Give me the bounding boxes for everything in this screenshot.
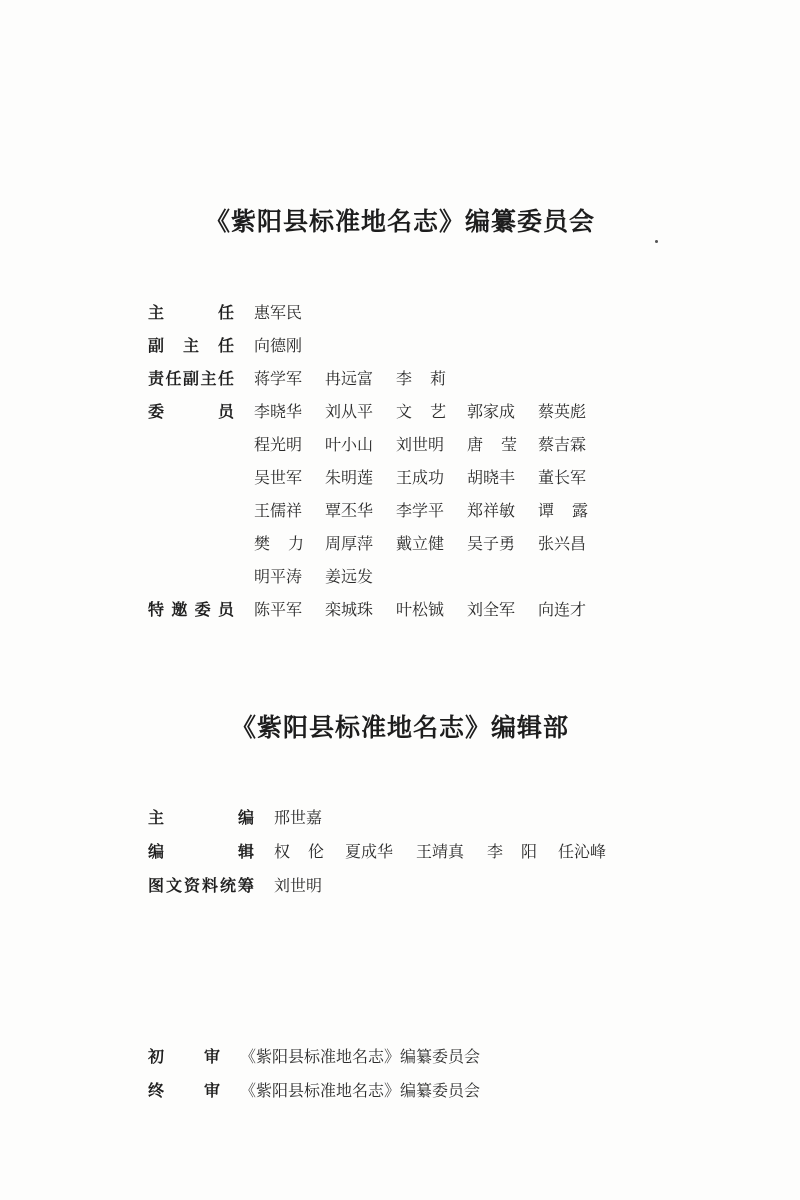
person-name: 任 沁 峰	[558, 842, 607, 861]
editorial-names	[274, 835, 629, 869]
person-name: 向 连 才	[538, 600, 587, 619]
person-name: 夏 成 华	[345, 842, 394, 861]
committee-row	[148, 296, 609, 329]
person-name: 栾 城 珠	[325, 600, 374, 619]
person-name: 惠 军 民	[254, 303, 303, 322]
person-name: 吴 子 勇	[467, 534, 516, 553]
editorial-title: 《紫阳县标准地名志》编辑部	[230, 713, 569, 742]
person-name: 樊 力	[254, 534, 304, 553]
person-name: 刘 世 明	[274, 876, 323, 895]
person-name: 董 长 军	[538, 468, 587, 487]
person-name: 蒋 学 军	[254, 369, 303, 388]
person-name: 明 平 涛	[254, 567, 303, 586]
person-name: 陈 平 军	[254, 600, 303, 619]
person-name: 王 成 功	[396, 468, 445, 487]
review-value: 《紫阳县标准地名志》编纂委员会	[240, 1047, 481, 1066]
person-name: 冉 远 富	[325, 369, 374, 388]
review-row	[148, 1040, 480, 1074]
person-name: 叶 松 铖	[396, 600, 445, 619]
editorial-role-label: 主 编	[148, 808, 254, 827]
person-name: 叶 小 山	[325, 435, 374, 454]
person-name: 蔡 英 彪	[538, 402, 587, 421]
editorial-row	[148, 801, 629, 835]
person-name: 唐 莹	[467, 435, 517, 454]
person-name: 刘 全 军	[467, 600, 516, 619]
person-name: 李 阳	[487, 842, 537, 861]
person-name: 李 莉	[396, 369, 446, 388]
committee-role-label: 副 主 任	[148, 336, 234, 355]
person-name: 李 学 平	[396, 501, 445, 520]
committee-names	[254, 329, 609, 362]
person-name: 刘 世 明	[396, 435, 445, 454]
review-row	[148, 1074, 480, 1108]
editorial-row	[148, 835, 629, 869]
committee-role-label: 委 员	[148, 402, 234, 421]
committee-names	[254, 362, 609, 395]
committee-role-label: 特 邀 委 员	[148, 600, 234, 619]
person-name: 覃 丕 华	[325, 501, 374, 520]
editorial-names	[274, 801, 629, 835]
committee-list	[148, 296, 609, 626]
person-name: 郑 祥 敏	[467, 501, 516, 520]
editorial-list	[148, 801, 629, 903]
review-list	[148, 1040, 480, 1108]
committee-names	[254, 593, 609, 626]
editorial-row	[148, 869, 629, 903]
committee-role-label: 责 任 副 主 任	[148, 369, 234, 388]
person-name: 姜 远 发	[325, 567, 374, 586]
person-name: 郭 家 成	[467, 402, 516, 421]
review-role-label: 初 审	[148, 1047, 220, 1066]
person-name: 戴 立 健	[396, 534, 445, 553]
person-name: 谭 露	[538, 501, 588, 520]
person-name: 王 靖 真	[416, 842, 465, 861]
person-name: 朱 明 莲	[325, 468, 374, 487]
person-name: 程 光 明	[254, 435, 303, 454]
person-name: 张 兴 昌	[538, 534, 587, 553]
editorial-role-label: 编 辑	[148, 842, 254, 861]
person-name: 权 伦	[274, 842, 324, 861]
review-value: 《紫阳县标准地名志》编纂委员会	[240, 1081, 481, 1100]
committee-title: 《紫阳县标准地名志》编纂委员会	[204, 207, 595, 236]
editorial-names	[274, 869, 629, 903]
person-name: 李 晓 华	[254, 402, 303, 421]
person-name: 胡 晓 丰	[467, 468, 516, 487]
committee-role-label: 主 任	[148, 303, 234, 322]
review-role-label: 终 审	[148, 1081, 220, 1100]
person-name: 王 儒 祥	[254, 501, 303, 520]
committee-names	[254, 395, 609, 593]
committee-names	[254, 296, 609, 329]
committee-row	[148, 593, 609, 626]
person-name: 周 厚 萍	[325, 534, 374, 553]
scan-speck	[655, 240, 658, 243]
person-name: 文 艺	[396, 402, 446, 421]
person-name: 吴 世 军	[254, 468, 303, 487]
committee-row	[148, 395, 609, 593]
committee-row	[148, 329, 609, 362]
committee-row	[148, 362, 609, 395]
person-name: 刘 从 平	[325, 402, 374, 421]
person-name: 邢 世 嘉	[274, 808, 323, 827]
person-name: 向 德 刚	[254, 336, 303, 355]
editorial-role-label: 图 文 资 料 统 筹	[148, 876, 254, 895]
person-name: 蔡 吉 霖	[538, 435, 587, 454]
